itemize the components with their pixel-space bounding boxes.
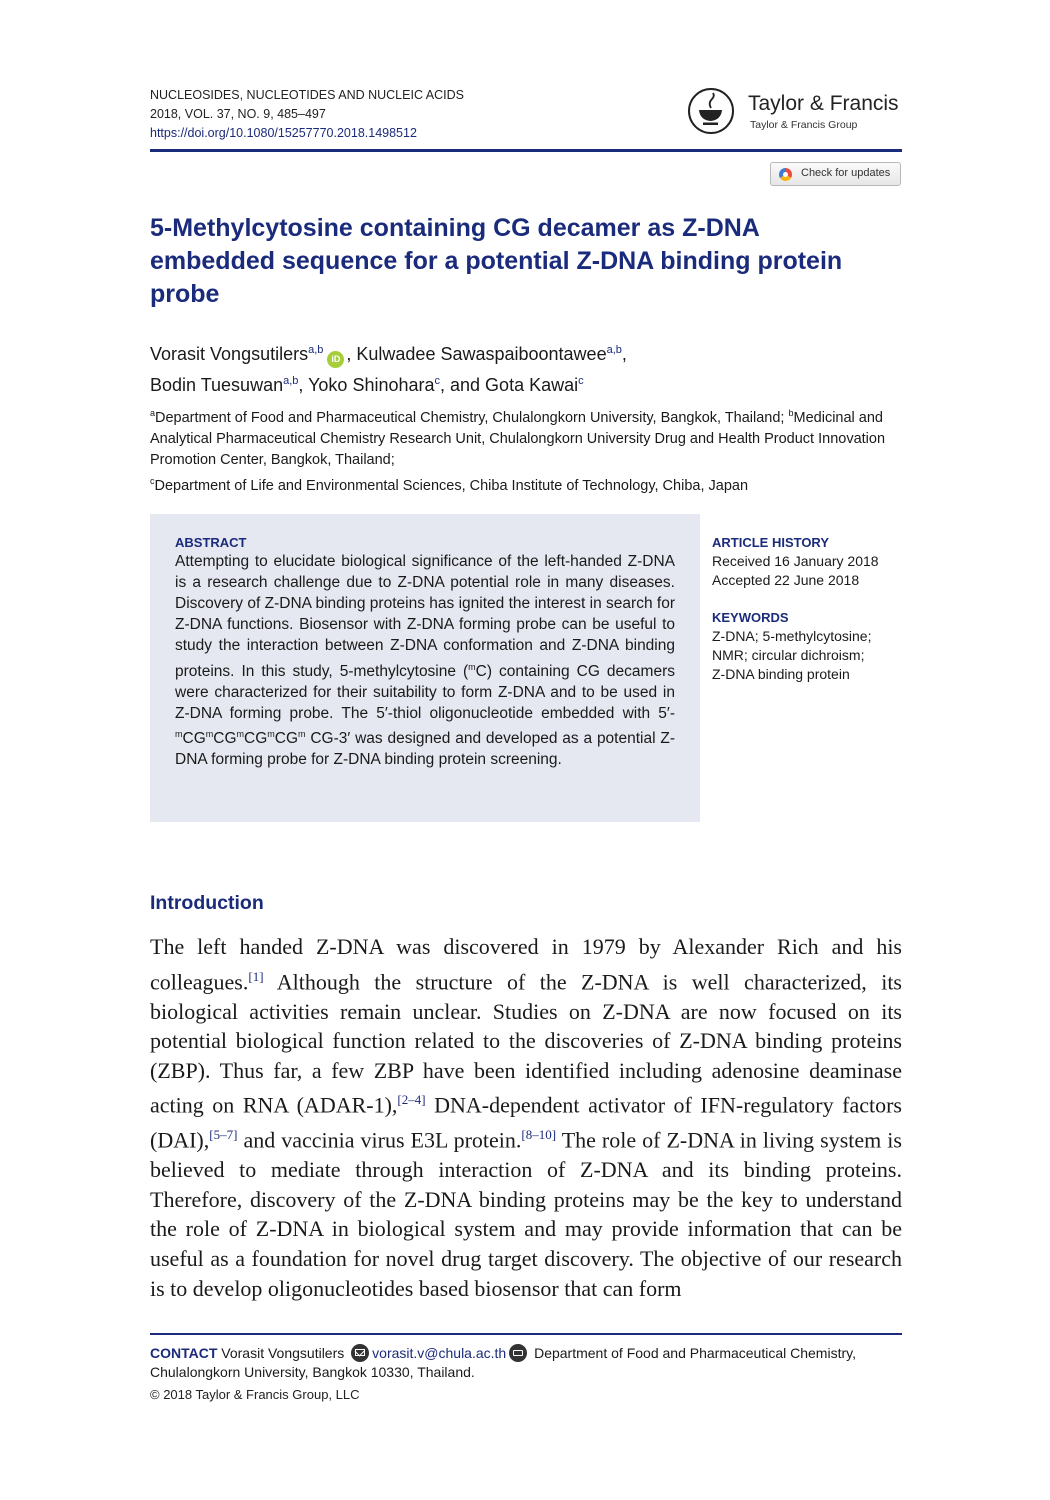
keywords-heading: KEYWORDS	[712, 610, 789, 625]
affiliations	[150, 403, 902, 497]
reference-link[interactable]: [5–7]	[209, 1127, 238, 1143]
author-affil-sup[interactable]: a,b	[308, 344, 324, 356]
author-separator: ,	[621, 344, 627, 364]
orcid-icon[interactable]: iD	[327, 351, 344, 368]
check-updates-label: Check for updates	[801, 167, 891, 179]
intro-part: and vaccinia virus E3L protein.	[237, 1127, 522, 1153]
author-affil-sup[interactable]: a,b	[606, 344, 622, 356]
sequence-part: CG	[182, 730, 206, 748]
contact-block	[150, 1344, 902, 1382]
check-updates-button[interactable]	[770, 162, 901, 186]
volume-line: 2018, VOL. 37, NO. 9, 485–497	[150, 107, 326, 121]
header-rule	[150, 149, 902, 152]
author-affil-sup[interactable]: c	[434, 375, 441, 387]
intro-part: Although the structure of the Z-DNA is well characterized, its biological activities remain unclear. Studies on Z-DNA are now focused on its potential biological function related to the discoveries of Z-DNA binding proteins (ZBP). Thus far, a few ZBP have been identified including adenosine deaminase acting on RNA (ADAR-1),	[150, 968, 902, 1118]
contact-email[interactable]: vorasit.v@chula.ac.th	[372, 1345, 507, 1361]
sequence-part: CG	[213, 730, 237, 748]
intro-part: The left handed Z-DNA was discovered in 1979 by Alexander Rich and his colleagues.	[150, 934, 902, 994]
reference-link[interactable]: [8–10]	[521, 1127, 557, 1143]
footer-rule	[150, 1333, 902, 1335]
contact-name: Vorasit Vongsutilers	[217, 1345, 349, 1361]
journal-info	[150, 86, 464, 143]
keywords-line[interactable]: Z-DNA binding protein	[712, 666, 850, 682]
methyl-sup: m	[236, 729, 244, 740]
address-icon	[509, 1344, 527, 1362]
author-name[interactable]: Vorasit Vongsutilers	[150, 344, 309, 364]
keywords-line[interactable]: Z-DNA; 5-methylcytosine;	[712, 628, 872, 644]
received-date: Received 16 January 2018	[712, 553, 879, 569]
doi-link[interactable]: https://doi.org/10.1080/15257770.2018.1498512	[150, 126, 417, 140]
reference-link[interactable]: [2–4]	[397, 1092, 426, 1108]
abstract-heading: ABSTRACT	[175, 535, 247, 550]
author-list	[150, 337, 902, 398]
journal-name: NUCLEOSIDES, NUCLEOTIDES AND NUCLEIC ACIDS	[150, 88, 464, 102]
accepted-date: Accepted 22 June 2018	[712, 572, 860, 588]
publisher-logo	[688, 88, 902, 140]
methyl-sup: m	[267, 729, 275, 740]
sequence-part: CG	[244, 730, 268, 748]
affil-marker: c	[150, 475, 155, 486]
methyl-sup: m	[298, 729, 306, 740]
article-history	[712, 552, 879, 590]
introduction-text	[150, 932, 902, 1303]
keywords-list	[712, 627, 871, 684]
author-name[interactable]: , Yoko Shinohara	[298, 375, 435, 395]
keywords-line[interactable]: NMR; circular dichroism;	[712, 647, 865, 663]
abstract-part: CG-3′ was designed and developed as a potential Z-DNA forming probe for Z-DNA binding protein screening.	[175, 730, 675, 769]
publisher-group: Taylor & Francis Group	[750, 119, 858, 131]
article-history-heading: ARTICLE HISTORY	[712, 535, 830, 550]
affil-a: Department of Food and Pharmaceutical Chemistry, Chulalongkorn University, Bangkok, Thailand;	[155, 409, 789, 426]
publisher-logo-icon	[688, 88, 734, 134]
publisher-name: Taylor & Francis	[748, 92, 899, 115]
author-name[interactable]: , Kulwadee Sawaspaiboontawee	[346, 344, 607, 364]
affil-b: Medicinal and Analytical Pharmaceutical Chemistry Research Unit, Chulalongkorn University Drug and Health Product Innovation Promotion Center, Bangkok, Thailand;	[150, 409, 886, 468]
affil-c: Department of Life and Environmental Sciences, Chiba Institute of Technology, Chiba, Japan	[154, 477, 749, 494]
check-updates-icon	[779, 168, 792, 181]
email-icon	[351, 1344, 369, 1362]
contact-label: CONTACT	[150, 1345, 218, 1361]
affil-marker: b	[788, 408, 794, 418]
intro-part: The role of Z-DNA in living system is believed to mediate through interaction of Z-DNA and its binding proteins. Therefore, discovery of the Z-DNA binding proteins may be the key to understand the role of Z-DNA in biological system and may provide information that can be useful as a foundation for novel drug target discovery. The objective of our research is to develop oligonucleotides based biosensor that can form	[150, 1127, 902, 1301]
intro-part: DNA-dependent activator of IFN-regulatory factors (DAI),	[150, 1092, 902, 1153]
affil-marker: a	[150, 408, 156, 418]
methyl-sup: m	[468, 661, 476, 672]
article-title: 5-Methylcytosine containing CG decamer as Z-DNA embedded sequence for a potential Z-DNA binding protein probe	[150, 214, 843, 308]
abstract-part: Attempting to elucidate biological significance of the left-handed Z-DNA is a research challenge due to Z-DNA potential role in many diseases. Discovery of Z-DNA binding proteins has ignited the interest in search for Z-DNA functions. Biosensor with Z-DNA forming probe can be useful to study the interaction between Z-DNA conformation and Z-DNA binding proteins. In this study, 5-methylcytosine (	[175, 553, 675, 680]
methyl-sup: m	[175, 729, 183, 740]
contact-address: Department of Food and Pharmaceutical Chemistry, Chulalongkorn University, Bangkok 10330, Thailand.	[150, 1345, 856, 1380]
author-affil-sup[interactable]: c	[578, 375, 584, 387]
methyl-sup: m	[205, 729, 214, 740]
author-name[interactable]: Bodin Tuesuwan	[150, 375, 284, 395]
introduction-heading: Introduction	[150, 892, 264, 914]
abstract-part: C) containing CG decamers were characterized for their suitability to form Z-DNA and to be used in Z-DNA forming probe. The 5′-thiol oligonucleotide embedded with 5′-	[175, 662, 675, 722]
author-name[interactable]: , and Gota Kawai	[440, 375, 579, 395]
copyright: © 2018 Taylor & Francis Group, LLC	[150, 1387, 360, 1402]
reference-link[interactable]: [1]	[248, 968, 264, 984]
author-affil-sup[interactable]: a,b	[283, 375, 299, 387]
abstract-text	[175, 552, 675, 771]
sequence-part: CG	[274, 730, 298, 748]
